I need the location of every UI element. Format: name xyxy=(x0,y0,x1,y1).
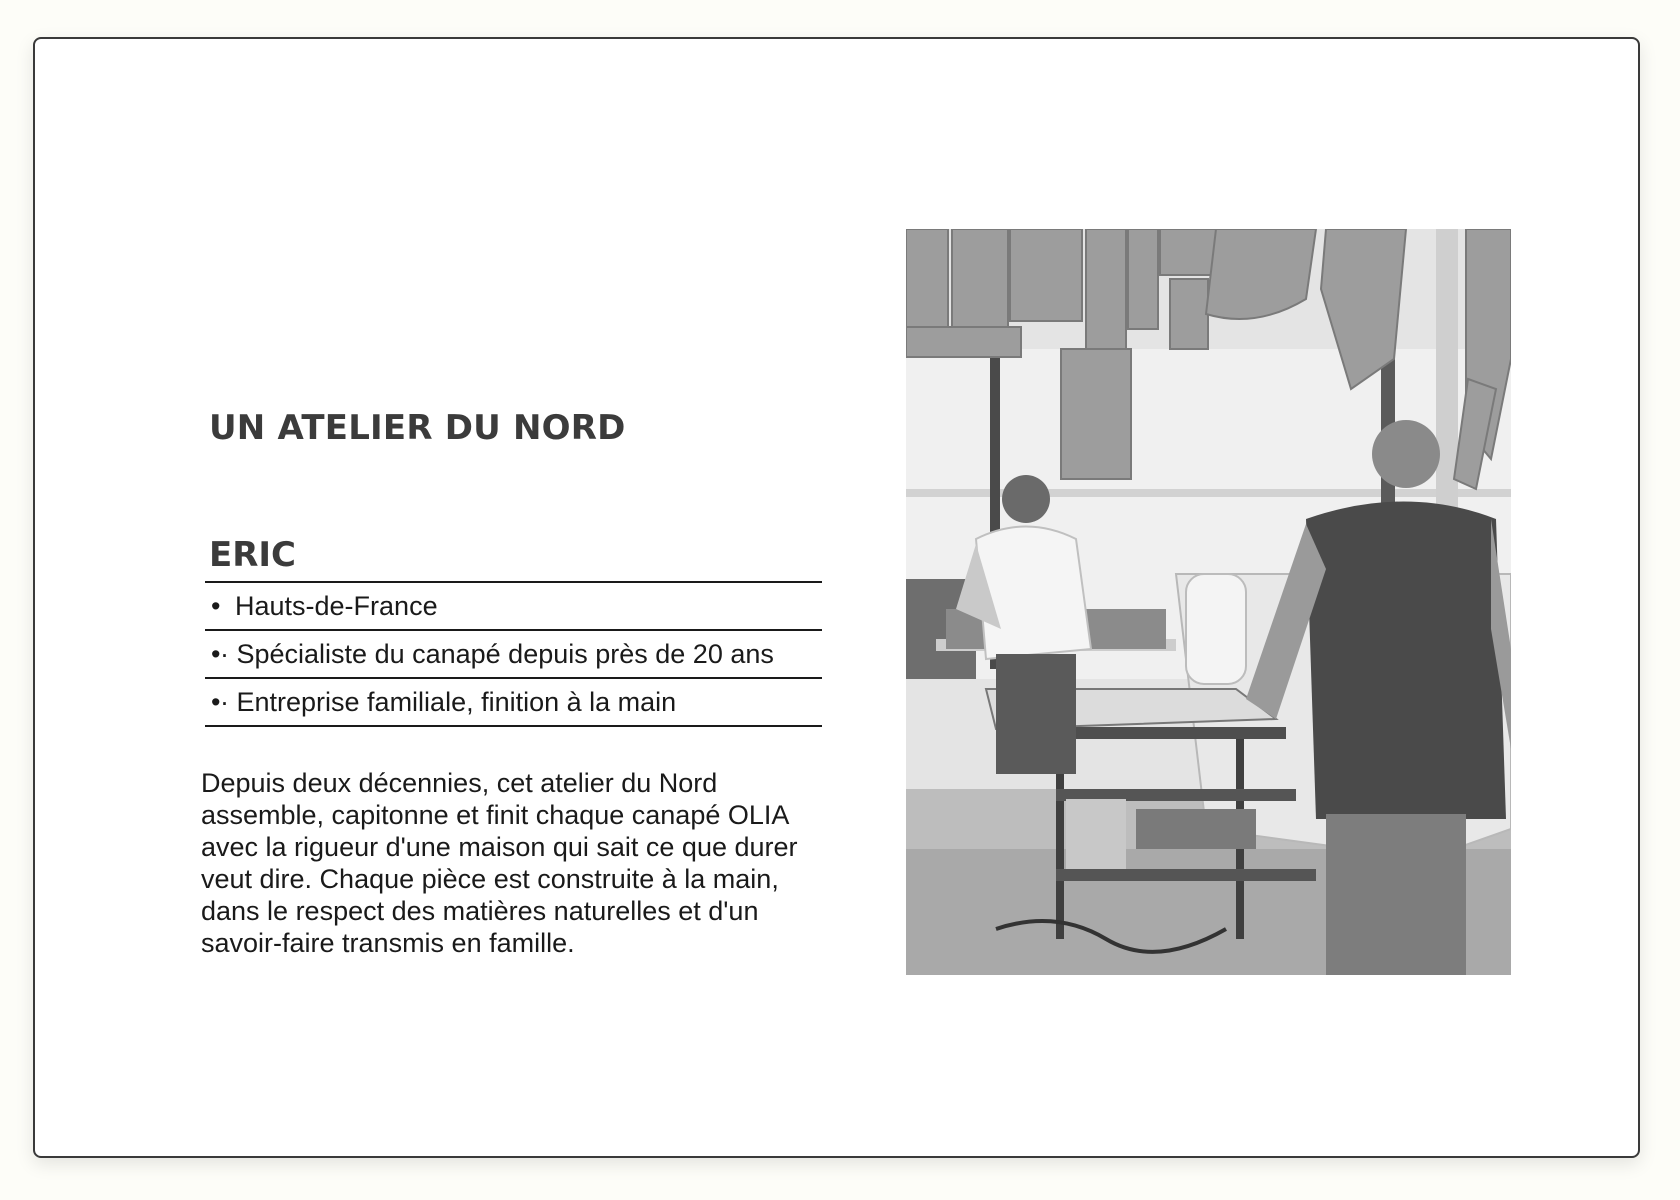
fact-item xyxy=(205,631,822,679)
section-title: UN ATELIER DU NORD xyxy=(209,408,626,448)
fact-text: · Entreprise familiale, finition à la main xyxy=(220,687,677,717)
atelier-description: Depuis deux décennies, cet atelier du Nord assemble, capitonne et finit chaque canapé OLIA avec la rigueur d'une maison qui sait ce que durer veut dire. Chaque pièce est construite à la main, dans le respect des matières naturelles et d'un savoir-faire transmis en famille. xyxy=(201,768,798,958)
fact-text: Hauts-de-France xyxy=(235,591,438,621)
atelier-text-column xyxy=(201,401,826,959)
atelier-card xyxy=(33,37,1640,1158)
fact-item xyxy=(205,583,822,631)
workshop-photo xyxy=(906,229,1511,975)
artisan-name: ERIC xyxy=(209,535,297,575)
bullet-dot: • xyxy=(211,687,221,717)
bullet-dot: • xyxy=(211,591,221,621)
fact-text: · Spécialiste du canapé depuis près de 20 ans xyxy=(220,639,774,669)
bullet-dot: • xyxy=(211,639,221,669)
artisan-facts-list xyxy=(205,581,822,727)
fact-item xyxy=(205,679,822,727)
workshop-photo-illustration xyxy=(906,229,1511,975)
